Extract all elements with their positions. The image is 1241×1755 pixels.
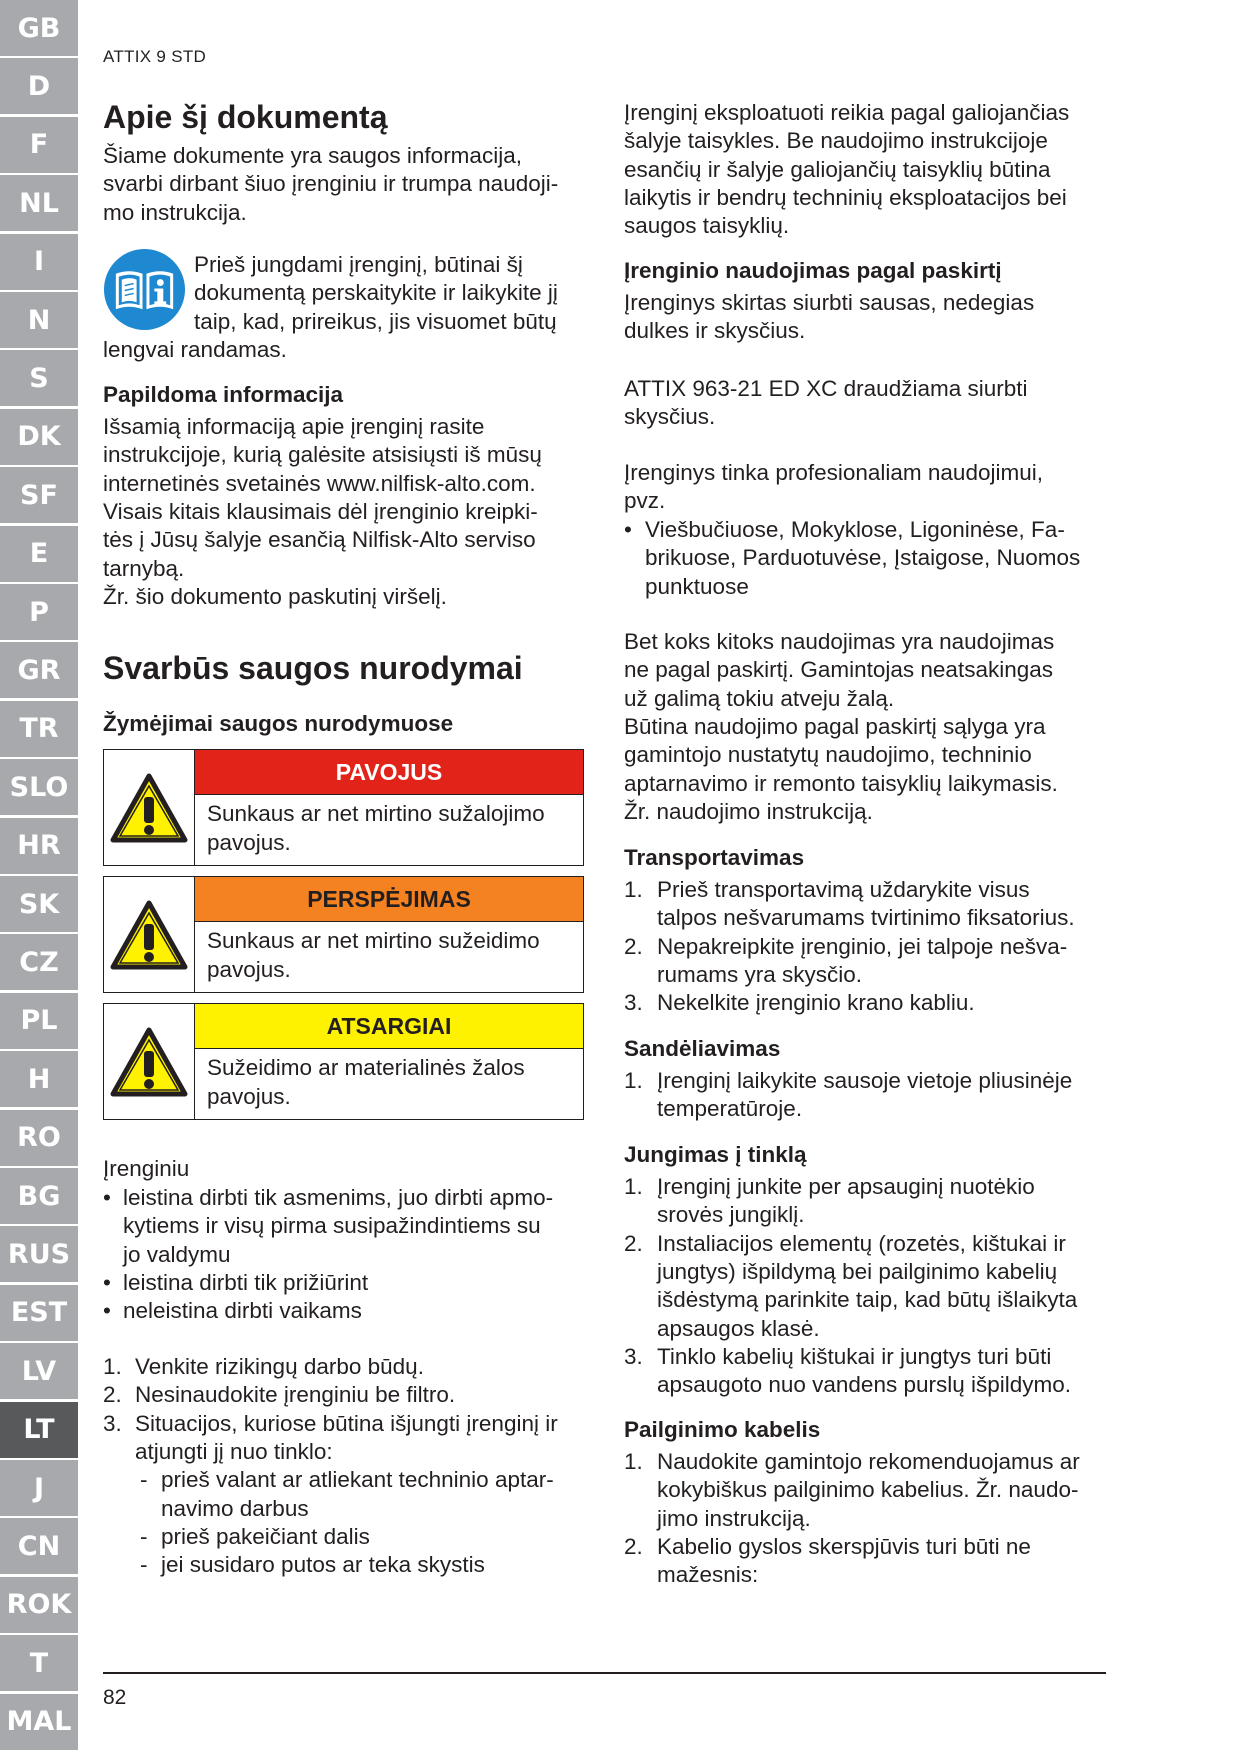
text-line: brikuose, Parduotuvėse, Įstaigose, Nuomos — [645, 545, 1081, 571]
language-tab-i[interactable]: I — [0, 234, 78, 291]
text-line: leistina dirbti tik asmenims, juo dirbti apmo- — [123, 1185, 554, 1210]
storage-heading: Sandėliavimas — [624, 1036, 781, 1061]
language-tab-s[interactable]: S — [0, 350, 78, 407]
text-line: Įrenginį laikykite sausoje vietoje pliusinėje — [657, 1068, 1073, 1093]
warning-level-label: PERSPĖJIMAS — [195, 877, 583, 922]
list-number: 2. — [624, 1533, 643, 1559]
text-line: aptarnavimo ir remonto taisyklių laikymasis. — [624, 770, 1058, 796]
language-tab-est[interactable]: EST — [0, 1285, 78, 1342]
warning-box-atsargiai — [103, 1003, 584, 1120]
warning-box-perspėjimas — [103, 876, 584, 993]
text-line: jungtys) išpildymą bei pailginimo kabelių — [657, 1258, 1058, 1284]
language-tab-d[interactable]: D — [0, 58, 78, 115]
list-number: 2. — [624, 1230, 643, 1256]
warning-triangle-icon — [104, 750, 195, 865]
bullet-mark: • — [103, 1269, 111, 1295]
dash-mark: - — [140, 1467, 148, 1493]
document-header-title: ATTIX 9 STD — [103, 47, 207, 66]
text-line: jo valdymu — [123, 1241, 231, 1267]
text-line: ne pagal paskirtį. Gamintojas neatsakingas — [624, 657, 1053, 683]
language-tab-j[interactable]: J — [0, 1460, 78, 1517]
language-tab-gr[interactable]: GR — [0, 642, 78, 699]
text-line: Įrenginį junkite per apsauginį nuotėkio — [657, 1174, 1035, 1199]
text-line: jei susidaro putos ar teka skystis — [161, 1552, 485, 1578]
language-tab-nl[interactable]: NL — [0, 175, 78, 232]
text-line: leistina dirbti tik prižiūrint — [123, 1269, 369, 1295]
text-line: kytiems ir visų pirma susipažindintiems su — [123, 1213, 541, 1239]
intended-use-heading: Įrenginio naudojimas pagal paskirtį — [624, 258, 1002, 283]
text-line: instrukcijoje, kurią galėsite atsisiųsti iš mūsų — [103, 442, 542, 468]
text-line: navimo darbus — [161, 1495, 309, 1521]
text-line: prieš valant ar atliekant techninio aptar- — [161, 1467, 554, 1493]
text-line: pvz. — [624, 488, 666, 514]
language-tab-mal[interactable]: MAL — [0, 1694, 78, 1751]
text-line: Sunkaus ar net mirtino sužeidimo — [207, 928, 540, 953]
list-number: 1. — [624, 1068, 643, 1093]
language-tab-bg[interactable]: BG — [0, 1168, 78, 1225]
text-line: Nepakreipkite įrenginio, jei talpoje nešva- — [657, 933, 1068, 959]
transport-heading: Transportavimas — [624, 845, 805, 870]
language-tab-slo[interactable]: SLO — [0, 759, 78, 816]
dash-mark: - — [140, 1523, 148, 1549]
text-line: atjungti jį nuo tinklo: — [135, 1438, 333, 1464]
language-tab-e[interactable]: E — [0, 526, 78, 583]
warning-description — [195, 1050, 583, 1115]
text-line: mo instrukcija. — [103, 199, 247, 225]
list-number: 2. — [624, 933, 643, 959]
text-line: Žr. šio dokumento paskutinį viršelį. — [103, 583, 447, 609]
text-line: tės į Jūsų šalyje esančią Nilfisk-Alto serviso — [103, 527, 536, 553]
text-line: saugos taisyklių. — [624, 213, 790, 239]
list-number: 3. — [624, 990, 643, 1016]
text-line: šalyje taisykles. Be naudojimo instrukcijoje — [624, 128, 1048, 154]
text-line: Bet koks kitoks naudojimas yra naudojimas — [624, 629, 1055, 654]
language-tab-hr[interactable]: HR — [0, 818, 78, 875]
list-number: 1. — [103, 1354, 122, 1379]
text-line: skysčius. — [624, 404, 716, 430]
text-line: temperatūroje. — [657, 1096, 803, 1122]
language-tab-tr[interactable]: TR — [0, 701, 78, 758]
text-line: Įrenginys skirtas siurbti sausas, nedegias — [624, 290, 1035, 315]
language-tab-f[interactable]: F — [0, 117, 78, 174]
language-tab-sf[interactable]: SF — [0, 467, 78, 524]
text-line: esančių ir šalyje galiojančių taisyklių būtina — [624, 156, 1051, 182]
extension-cable-heading: Pailginimo kabelis — [624, 1417, 821, 1442]
language-tab-lt[interactable]: LT — [0, 1402, 78, 1459]
warning-box-pavojus — [103, 749, 584, 866]
safety-instructions-heading: Svarbūs saugos nurodymai — [103, 650, 523, 686]
text-line: Būtina naudojimo pagal paskirtį sąlyga yra — [624, 713, 1046, 739]
text-line: Venkite rizikingų darbo būdų. — [135, 1354, 424, 1379]
text-line: pavojus. — [207, 1083, 291, 1109]
language-tab-h[interactable]: H — [0, 1051, 78, 1108]
text-line: Žr. naudojimo instrukciją. — [624, 798, 873, 824]
list-number: 3. — [103, 1410, 122, 1436]
warning-description — [195, 923, 583, 988]
text-line: dulkes ir skysčius. — [624, 318, 806, 344]
about-document-heading: Apie šį dokumentą — [103, 99, 388, 135]
mains-connection-heading: Jungimas į tinklą — [624, 1142, 807, 1167]
warning-description — [195, 796, 583, 861]
text-line: prieš pakeičiant dalis — [161, 1523, 370, 1549]
text-line: Nesinaudokite įrenginiu be filtro. — [135, 1382, 456, 1408]
language-tab-p[interactable]: P — [0, 584, 78, 641]
text-line: Instaliacijos elementų (rozetės, kištukai ir — [657, 1230, 1066, 1256]
text-line: apsaugos klasė. — [657, 1315, 820, 1341]
language-tab-cn[interactable]: CN — [0, 1518, 78, 1575]
read-manual-icon — [103, 248, 186, 331]
warning-level-label: PAVOJUS — [195, 750, 583, 795]
text-line: Sunkaus ar net mirtino sužalojimo — [207, 801, 545, 826]
text-line: pavojus. — [207, 956, 291, 982]
language-tab-rok[interactable]: ROK — [0, 1577, 78, 1634]
device-intro: Įrenginiu — [103, 1156, 190, 1181]
list-number: 2. — [103, 1382, 122, 1408]
bullet-mark: • — [624, 517, 632, 542]
text-line: neleistina dirbti vaikams — [123, 1298, 362, 1324]
text-line: jimo instrukciją. — [657, 1505, 811, 1531]
text-line: internetinės svetainės www.nilfisk-alto.com. — [103, 470, 536, 496]
text-line: taip, kad, prireikus, jis visuomet būtų — [194, 308, 557, 334]
text-line: Nekelkite įrenginio krano kabliu. — [657, 990, 975, 1016]
text-line: Visais kitais klausimais dėl įrenginio kreipki- — [103, 498, 538, 524]
language-tab-ro[interactable]: RO — [0, 1110, 78, 1167]
text-line: dokumentą perskaitykite ir laikykite jį — [194, 280, 558, 306]
text-line: pavojus. — [207, 829, 291, 855]
text-line: Kabelio gyslos skerspjūvis turi būti ne — [657, 1533, 1031, 1559]
text-line: tarnybą. — [103, 555, 185, 581]
text-line: kokybiškus pailginimo kabelius. Žr. naudo- — [657, 1477, 1079, 1503]
page-number: 82 — [103, 1686, 127, 1709]
language-tab-t[interactable]: T — [0, 1635, 78, 1692]
warning-level-label: ATSARGIAI — [195, 1004, 583, 1049]
text-line: Šiame dokumente yra saugos informacija, — [103, 143, 522, 168]
language-tab-pl[interactable]: PL — [0, 993, 78, 1050]
warning-triangle-icon — [104, 1004, 195, 1119]
text-line: punktuose — [645, 573, 749, 599]
list-number: 1. — [624, 1449, 643, 1474]
language-tab-cz[interactable]: CZ — [0, 934, 78, 991]
list-number: 1. — [624, 1174, 643, 1199]
text-line: Prieš transportavimą uždarykite visus — [657, 877, 1030, 902]
text-line: ATTIX 963-21 ED XC draudžiama siurbti — [624, 376, 1028, 401]
text-line: išdėstymą parinkite taip, kad būtų išlaikyta — [657, 1287, 1078, 1313]
text-line: lengvai randamas. — [103, 336, 287, 362]
text-line: talpos nešvarumams tvirtinimo fiksatorius. — [657, 905, 1075, 931]
list-number: 1. — [624, 877, 643, 902]
text-line: Įrenginį eksploatuoti reikia pagal galiojančias — [624, 100, 1070, 125]
text-line: laikytis ir bendrų techninių eksploatacijos bei — [624, 184, 1067, 210]
safety-symbols-heading: Žymėjimai saugos nurodymuose — [103, 711, 454, 736]
text-line: rumams yra skysčio. — [657, 961, 863, 987]
footer-divider — [103, 1672, 1106, 1674]
text-line: už galimą tokiu atveju žalą. — [624, 685, 895, 711]
text-line: Tinklo kabelių kištukai ir jungtys turi būti — [657, 1343, 1052, 1369]
text-line: srovės jungiklį. — [657, 1202, 805, 1228]
text-line: Naudokite gamintojo rekomenduojamus ar — [657, 1449, 1080, 1474]
text-line: svarbi dirbant šiuo įrenginiu ir trumpa naudoji- — [103, 171, 559, 197]
text-line: Prieš jungdami įrenginį, būtinai šį — [194, 252, 523, 277]
text-line: Įrenginys tinka profesionaliam naudojimui, — [624, 460, 1043, 485]
text-line: mažesnis: — [657, 1562, 759, 1588]
dash-mark: - — [140, 1552, 148, 1578]
text-line: apsaugoto nuo vandens purslų išpildymo. — [657, 1372, 1072, 1398]
language-tab-bar — [0, 0, 78, 1755]
language-tab-n[interactable]: N — [0, 292, 78, 349]
list-number: 3. — [624, 1343, 643, 1369]
warning-triangle-icon — [104, 877, 195, 992]
text-line: Viešbučiuose, Mokyklose, Ligoninėse, Fa- — [645, 517, 1065, 542]
text-line: Sužeidimo ar materialinės žalos — [207, 1055, 525, 1080]
additional-info-heading: Papildoma informacija — [103, 382, 344, 407]
language-tab-gb[interactable]: GB — [0, 0, 78, 57]
text-line: Situacijos, kuriose būtina išjungti įrenginį ir — [135, 1410, 558, 1436]
language-tab-rus[interactable]: RUS — [0, 1226, 78, 1283]
language-tab-lv[interactable]: LV — [0, 1343, 78, 1400]
text-line: Išsamią informaciją apie įrenginį rasite — [103, 414, 485, 439]
bullet-mark: • — [103, 1298, 111, 1324]
language-tab-dk[interactable]: DK — [0, 409, 78, 466]
language-tab-sk[interactable]: SK — [0, 876, 78, 933]
bullet-mark: • — [103, 1185, 111, 1210]
text-line: gamintojo nustatytų naudojimo, techninio — [624, 742, 1032, 768]
